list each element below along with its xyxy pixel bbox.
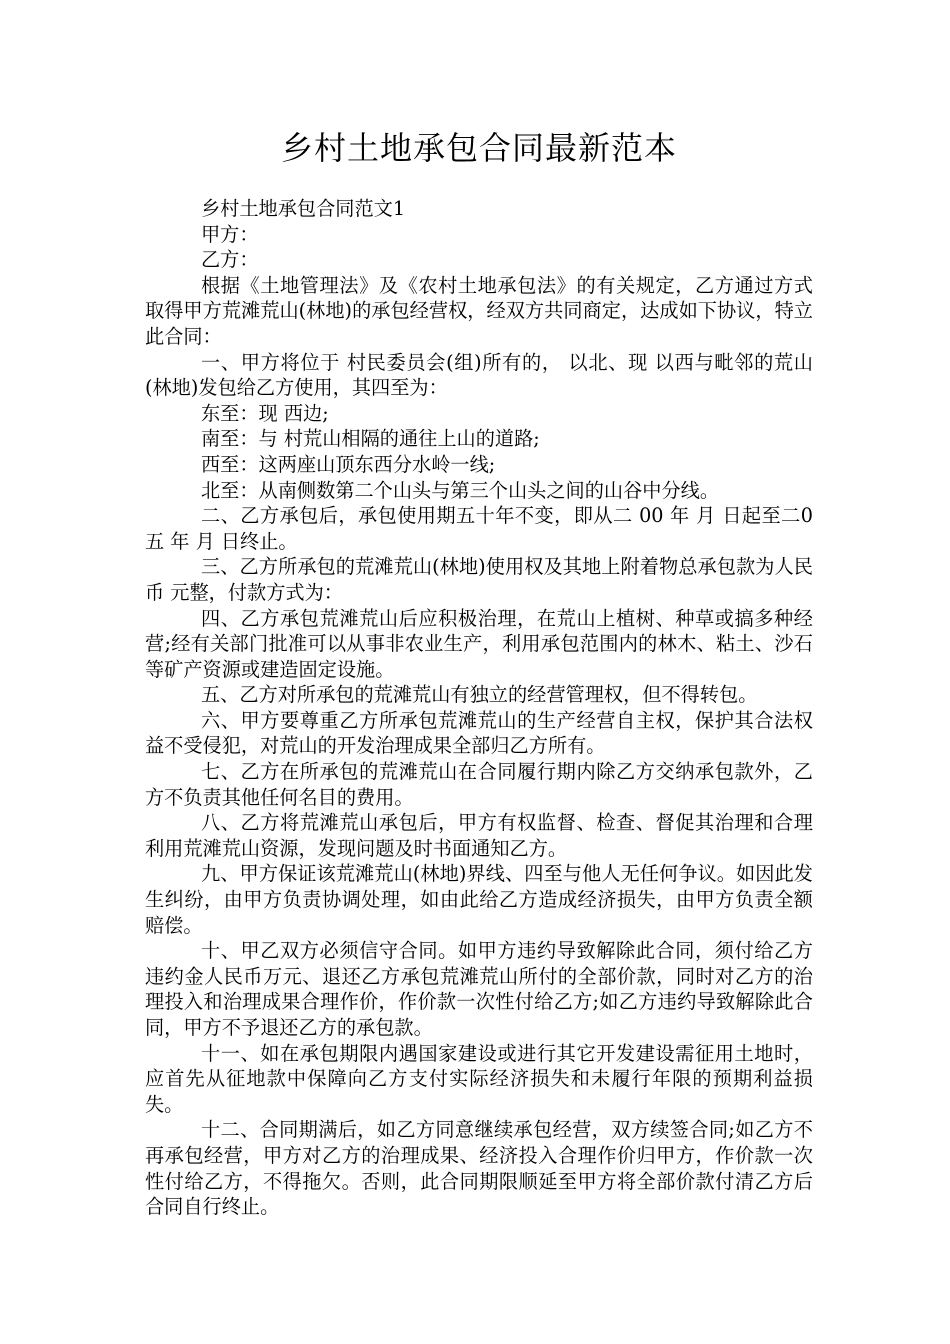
paragraph-clause-8: 八、乙方将荒滩荒山承包后，甲方有权监督、检查、督促其治理和合理利用荒滩荒山资源，发现问题及时书面通知乙方。 [145, 811, 813, 860]
paragraph-clause-12: 十二、合同期满后，如乙方同意继续承包经营，双方续签合同;如乙方不再承包经营，甲方对乙方的治理成果、经济投入合理作价归甲方，作价款一次性付给乙方，不得拖欠。否则，此合同期限顺延至甲方将全部价款付清乙方后合同自行终止。 [145, 1118, 813, 1219]
paragraph-clause-3: 三、乙方所承包的荒滩荒山(林地)使用权及其地上附着物总承包款为人民币 元整，付款方式为： [145, 555, 813, 604]
paragraph-clause-9: 九、甲方保证该荒滩荒山(林地)界线、四至与他人无任何争议。如因此发生纠纷，由甲方负责协调处理，如由此给乙方造成经济损失，由甲方负责全额赔偿。 [145, 862, 813, 937]
document-body [145, 196, 813, 1220]
paragraph-south-boundary: 南至：与 村荒山相隔的通往上山的道路; [201, 427, 540, 451]
paragraph-party-a: 甲方： [201, 222, 259, 246]
paragraph-east-boundary: 东至：现 西边; [201, 401, 329, 425]
paragraph-west-boundary: 西至：这两座山顶东西分水岭一线; [201, 452, 496, 476]
paragraph-heading: 乡村土地承包合同范文1 [201, 197, 406, 220]
paragraph-clause-2: 二、乙方承包后，承包使用期五十年不变，即从二 00 年 月 日起至二0五 年 月 日终止。 [145, 504, 813, 553]
paragraph-clause-5: 五、乙方对所承包的荒滩荒山有独立的经营管理权，但不得转包。 [201, 683, 758, 707]
paragraph-party-b: 乙方： [201, 248, 259, 272]
paragraph-clause-1: 一、甲方将位于 村民委员会(组)所有的， 以北、现 以西与毗邻的荒山(林地)发包给乙方使用，其四至为： [145, 350, 813, 400]
document-title: 乡村土地承包合同最新范本 [280, 129, 677, 167]
paragraph-preamble: 根据《土地管理法》及《农村土地承包法》的有关规定，乙方通过方式取得甲方荒滩荒山(林地)的承包经营权，经双方共同商定，达成如下协议，特立此合同： [145, 273, 813, 348]
paragraph-clause-11: 十一、如在承包期限内遇国家建设或进行其它开发建设需征用土地时，应首先从征地款中保障向乙方支付实际经济损失和未履行年限的预期利益损失。 [145, 1041, 813, 1116]
paragraph-north-boundary: 北至：从南侧数第二个山头与第三个山头之间的山谷中分线。 [201, 478, 720, 502]
paragraph-clause-7: 七、乙方在所承包的荒滩荒山在合同履行期内除乙方交纳承包款外，乙方不负责其他任何名目的费用。 [145, 760, 813, 809]
paragraph-clause-10: 十、甲乙双方必须信守合同。如甲方违约导致解除此合同，须付给乙方违约金人民币万元、退还乙方承包荒滩荒山所付的全部价款，同时对乙方的治理投入和治理成果合理作价，作价款一次性付给乙方;如乙方违约导致解除此合同，甲方不予退还乙方的承包款。 [145, 939, 813, 1039]
paragraph-clause-6: 六、甲方要尊重乙方所承包荒滩荒山的生产经营自主权，保护其合法权益不受侵犯，对荒山的开发治理成果全部归乙方所有。 [145, 708, 813, 758]
paragraph-clause-4: 四、乙方承包荒滩荒山后应积极治理，在荒山上植树、种草或搞多种经营;经有关部门批准可以从事非农业生产，利用承包范围内的林木、粘土、沙石等矿产资源或建造固定设施。 [145, 606, 813, 681]
